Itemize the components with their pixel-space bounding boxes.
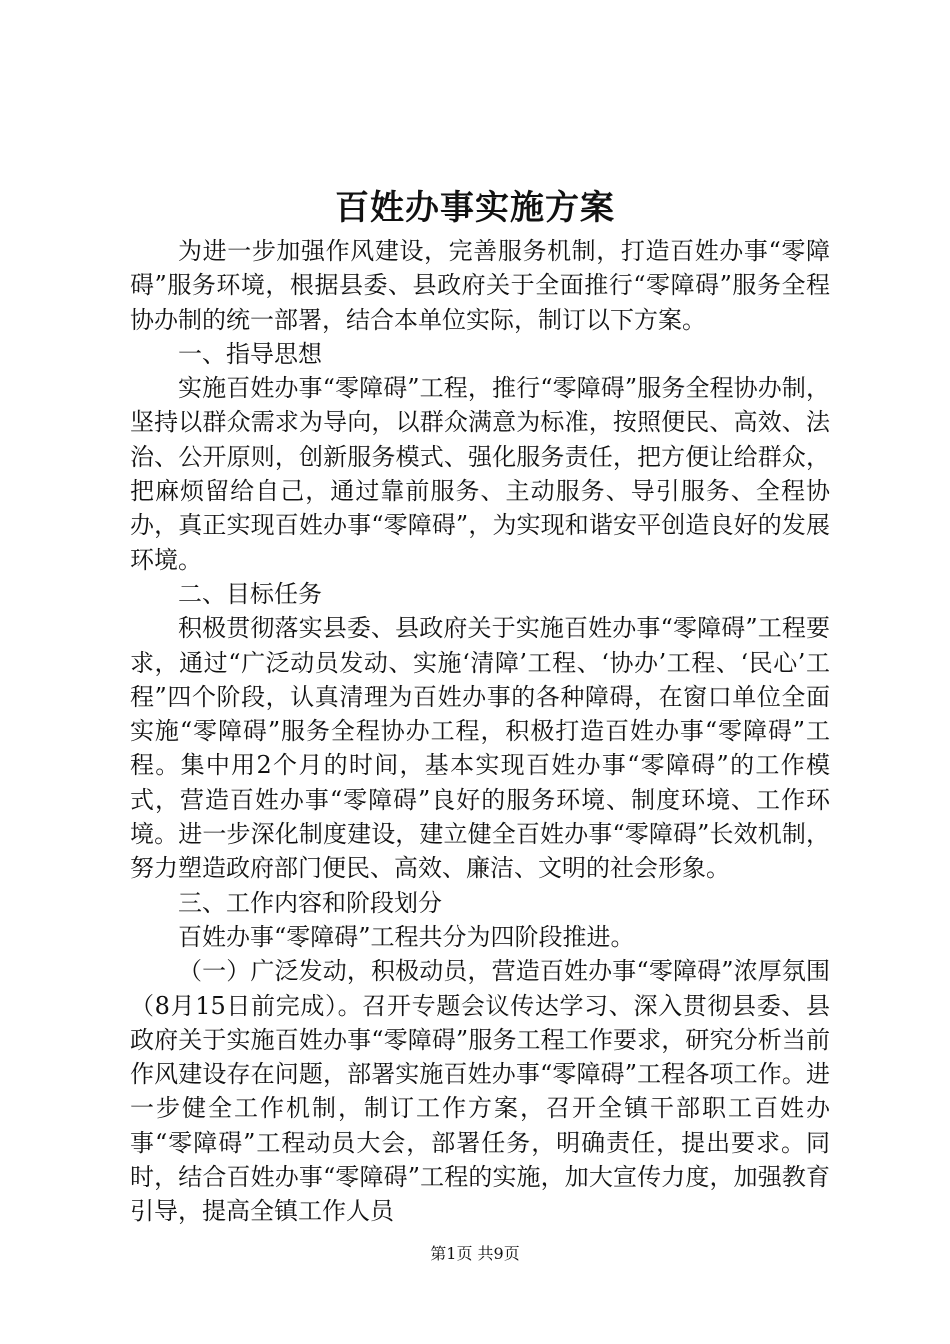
intro-paragraph: 为进一步加强作风建设，完善服务机制，打造百姓办事“零障碍”服务环境，根据县委、县政府关于全面推行“零障碍”服务全程协办制的统一部署，结合本单位实际，制订以下方案。 xyxy=(130,237,830,334)
section-heading-guiding-ideology: 一、指导思想 xyxy=(178,339,322,368)
document-body xyxy=(130,234,830,1229)
section-heading-goals: 二、目标任务 xyxy=(178,579,322,608)
work-content-paragraph: 百姓办事“零障碍”工程共分为四阶段推进。 xyxy=(178,922,635,951)
document-title: 百姓办事实施方案 xyxy=(335,188,615,228)
section-heading-work-content: 三、工作内容和阶段划分 xyxy=(178,888,442,917)
page-footer: 第1页 共9页 xyxy=(430,1244,520,1263)
stage-one-paragraph: （一）广泛发动，积极动员，营造百姓办事“零障碍”浓厚氛围（8月15日前完成）。召开专题会议传达学习、深入贯彻县委、县政府关于实施百姓办事“零障碍”服务工程工作要求，研究分析当前作风建设存在问题，部署实施百姓办事“零障碍”工程各项工作。进一步健全工作机制，制订工作方案，召开全镇干部职工百姓办事“零障碍”工程动员大会，部署任务，明确责任，提出要求。同时，结合百姓办事“零障碍”工程的实施，加大宣传力度，加强教育引导，提高全镇工作人员 xyxy=(130,957,830,1226)
goals-paragraph: 积极贯彻落实县委、县政府关于实施百姓办事“零障碍”工程要求，通过“广泛动员发动、实施‘清障’工程、‘协办’工程、‘民心’工程”四个阶段，认真清理为百姓办事的各种障碍，在窗口单位全面实施“零障碍”服务全程协办工程，积极打造百姓办事“零障碍”工程。集中用2个月的时间，基本实现百姓办事“零障碍”的工作模式，营造百姓办事“零障碍”良好的服务环境、制度环境、工作环境。进一步深化制度建设，建立健全百姓办事“零障碍”长效机制，努力塑造政府部门便民、高效、廉洁、文明的社会形象。 xyxy=(130,614,830,883)
guiding-ideology-paragraph: 实施百姓办事“零障碍”工程，推行“零障碍”服务全程协办制，坚持以群众需求为导向，以群众满意为标准，按照便民、高效、法治、公开原则，创新服务模式、强化服务责任，把方便让给群众，把麻烦留给自己，通过靠前服务、主动服务、导引服务、全程协办，真正实现百姓办事“零障碍”，为实现和谐安平创造良好的发展环境。 xyxy=(130,374,830,574)
